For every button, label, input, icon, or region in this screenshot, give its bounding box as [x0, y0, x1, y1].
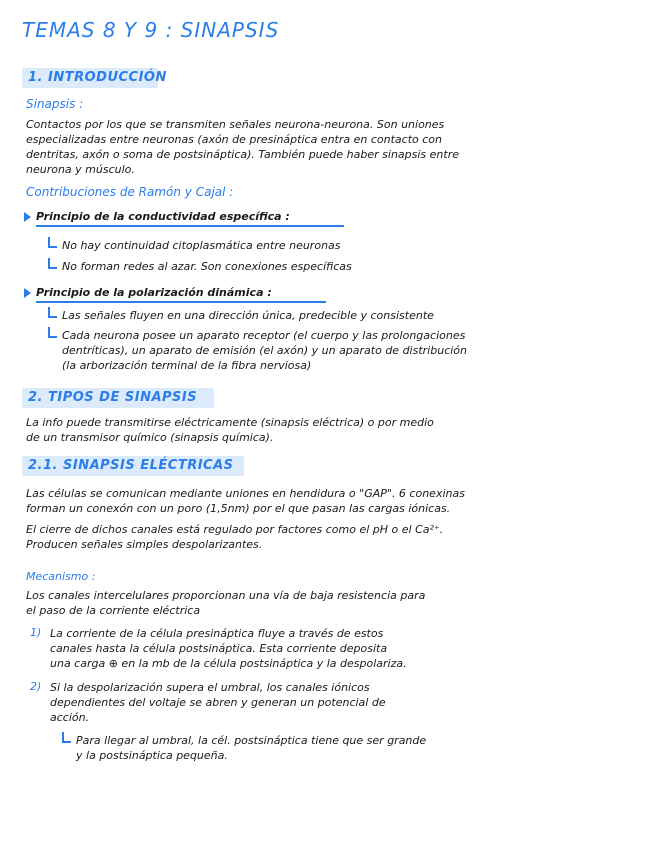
mecanismo-label: Mecanismo :: [26, 570, 96, 583]
principle-conductividad: Principio de la conductividad específica :: [36, 210, 290, 223]
sub-arrow-icon: [48, 327, 57, 338]
text-line: neurona y músculo.: [26, 163, 135, 176]
text-line: y la postsináptica pequeña.: [76, 749, 228, 762]
sinapsis-label: Sinapsis :: [26, 97, 84, 111]
principle-underline: [36, 301, 326, 303]
triangle-bullet-icon: [24, 212, 31, 222]
text-line: Las células se comunican mediante uniones en hendidura o "GAP". 6 conexinas: [26, 487, 465, 500]
section-heading-introduccion: 1. INTRODUCCIÓN: [28, 70, 167, 85]
text-line: Producen señales simples despolarizantes.: [26, 538, 263, 551]
text-line: dentríticas), un aparato de emisión (el axón) y un aparato de distribución: [62, 344, 467, 357]
step-number: 1): [30, 626, 42, 639]
mecanismo-text: [26, 588, 626, 618]
text-line: La corriente de la célula presináptica fluye a través de estos: [50, 627, 384, 640]
sub-arrow-icon: [48, 258, 57, 269]
principle2-item: Las señales fluyen en una dirección única, predecible y consistente: [62, 309, 434, 322]
section-heading-tipos: 2. TIPOS DE SINAPSIS: [28, 390, 198, 405]
contributions-label: Contribuciones de Ramón y Cajal :: [26, 185, 234, 199]
text-line: canales hasta la célula postsináptica. Esta corriente deposita: [50, 642, 388, 655]
text-line: La info puede transmitirse eléctricamente (sinapsis eléctrica) o por medio: [26, 416, 434, 429]
text-line: de un transmisor químico (sinapsis química).: [26, 431, 274, 444]
section-heading-sinapsis-electricas: 2.1. SINAPSIS ELÉCTRICAS: [28, 458, 234, 473]
principle-polarizacion: Principio de la polarización dinámica :: [36, 286, 272, 299]
text-line: especializadas entre neuronas (axón de presináptica entra en contacto con: [26, 133, 442, 146]
sub-arrow-icon: [48, 237, 57, 248]
text-line: el paso de la corriente eléctrica: [26, 604, 201, 617]
text-line: forman un conexón con un poro (1,5nm) por el que pasan las cargas iónicas.: [26, 502, 451, 515]
umbral-note: [76, 733, 636, 763]
sub-arrow-icon: [62, 732, 71, 743]
mecanismo-step-2: [50, 680, 640, 725]
principle1-item: No hay continuidad citoplasmática entre neuronas: [62, 239, 341, 252]
tipos-text: [26, 415, 626, 445]
text-line: una carga ⊕ en la mb de la célula postsináptica y la despolariza.: [50, 657, 407, 670]
text-line: Si la despolarización supera el umbral, los canales iónicos: [50, 681, 370, 694]
text-line: Contactos por los que se transmiten señales neurona-neurona. Son uniones: [26, 118, 445, 131]
text-line: dependientes del voltaje se abren y generan un potencial de: [50, 696, 386, 709]
principle-underline: [36, 225, 344, 227]
principle2-item: [62, 328, 642, 373]
text-line: (la arborización terminal de la fibra nerviosa): [62, 359, 312, 372]
electricas-para2: [26, 522, 626, 552]
text-line: acción.: [50, 711, 90, 724]
electricas-para1: [26, 486, 626, 516]
principle1-item: No forman redes al azar. Son conexiones específicas: [62, 260, 352, 273]
triangle-bullet-icon: [24, 288, 31, 298]
text-line: dentritas, axón o soma de postsináptica). También puede haber sinapsis entre: [26, 148, 459, 161]
sub-arrow-icon: [48, 307, 57, 318]
text-line: El cierre de dichos canales está regulado por factores como el pH o el Ca²⁺.: [26, 523, 444, 536]
sinapsis-definition: [26, 117, 626, 177]
page-title: TEMAS 8 Y 9 : SINAPSIS: [22, 18, 280, 42]
step-number: 2): [30, 680, 42, 693]
text-line: Cada neurona posee un aparato receptor (el cuerpo y las prolongaciones: [62, 329, 466, 342]
text-line: Para llegar al umbral, la cél. postsináptica tiene que ser grande: [76, 734, 427, 747]
mecanismo-step-1: [50, 626, 640, 671]
text-line: Los canales intercelulares proporcionan una vía de baja resistencia para: [26, 589, 426, 602]
